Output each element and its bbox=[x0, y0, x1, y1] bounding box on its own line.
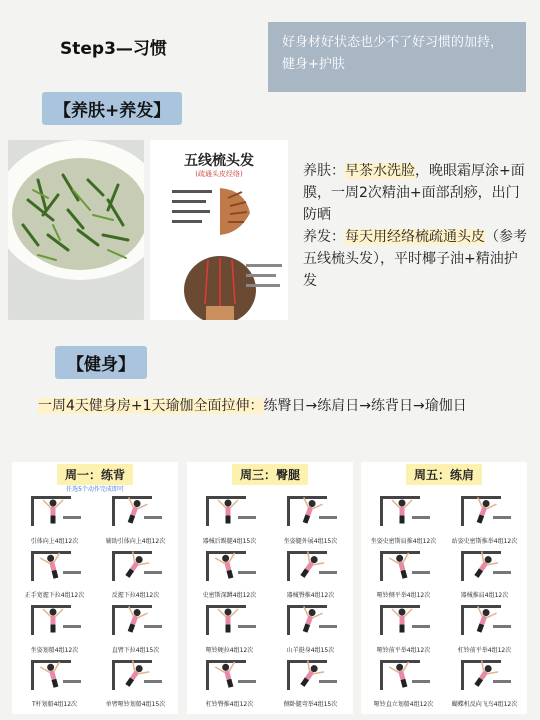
fitness-section-label: 【健身】 bbox=[55, 346, 147, 379]
exercise-illustration-icon bbox=[374, 549, 434, 583]
exercise-illustration-icon bbox=[106, 658, 166, 692]
exercise-item bbox=[97, 601, 174, 656]
exercise-item bbox=[16, 492, 93, 547]
exercise-item bbox=[365, 601, 442, 656]
exercise-illustration-icon bbox=[374, 658, 434, 692]
exercise-item bbox=[272, 601, 349, 656]
exercise-item bbox=[191, 492, 268, 547]
tea-leaves-photo bbox=[8, 140, 144, 320]
exercise-item bbox=[191, 547, 268, 602]
exercise-illustration-icon bbox=[25, 549, 85, 583]
exercise-caption: 侧卧腿弯举4组15次 bbox=[283, 701, 338, 708]
exercise-illustration-icon bbox=[455, 658, 515, 692]
exercise-item bbox=[365, 547, 442, 602]
exercise-caption: 器械臀推4组12次 bbox=[286, 592, 335, 599]
quote-box: 好身材好状态也少不了好习惯的加持，健身+护肤 bbox=[268, 22, 526, 92]
workout-card-subtitle: 任选5个动作完成即可 bbox=[66, 486, 124, 493]
exercise-grid bbox=[191, 492, 349, 710]
exercise-item bbox=[446, 656, 523, 711]
exercise-caption: 站姿史密斯推举4组12次 bbox=[451, 537, 518, 545]
exercise-caption: 辅助引体向上4组12次 bbox=[105, 537, 166, 545]
exercise-caption: 杠铃臀推4组12次 bbox=[205, 701, 254, 708]
exercise-caption: 器械推肩4组12次 bbox=[460, 592, 509, 599]
exercise-caption: 器械后踢腿4组15次 bbox=[202, 537, 257, 545]
exercise-caption: 直臂下拉4组15次 bbox=[111, 646, 160, 654]
hair-care-text: 养发：每天用经络梳疏通头皮（参考五线梳头发），平时椰子油+精油护发 bbox=[303, 229, 527, 289]
workout-card-title: 周五：练肩 bbox=[361, 464, 527, 485]
exercise-caption: 坐姿划船4组12次 bbox=[30, 646, 79, 654]
exercise-caption: 杠铃前平举4组12次 bbox=[457, 646, 512, 654]
exercise-caption: 史密斯深蹲4组12次 bbox=[202, 592, 257, 599]
step-title: Step3—习惯 bbox=[60, 39, 167, 59]
head-comb-illustration bbox=[150, 178, 288, 320]
exercise-item bbox=[272, 656, 349, 711]
workout-card-glutes-legs bbox=[187, 462, 353, 714]
exercise-caption: 哑铃侧平举4组12次 bbox=[376, 592, 431, 599]
exercise-illustration-icon bbox=[106, 549, 166, 583]
exercise-illustration-icon bbox=[281, 603, 341, 637]
workout-card-title: 周三：臀腿 bbox=[187, 464, 353, 485]
exercise-caption: 引体向上4组12次 bbox=[30, 537, 79, 545]
exercise-illustration-icon bbox=[25, 658, 85, 692]
exercise-caption: T杆划船4组12次 bbox=[31, 701, 78, 708]
exercise-item bbox=[16, 547, 93, 602]
exercise-illustration-icon bbox=[106, 603, 166, 637]
exercise-item bbox=[191, 601, 268, 656]
workout-card-shoulders bbox=[361, 462, 527, 714]
comb-card-subtitle: (疏通头皮经络) bbox=[195, 170, 243, 178]
comb-guide-card bbox=[150, 140, 288, 320]
exercise-item bbox=[97, 547, 174, 602]
exercise-caption: 哑铃硬拉4组12次 bbox=[205, 646, 254, 654]
exercise-caption: 坐姿腿外展4组15次 bbox=[283, 537, 338, 545]
exercise-illustration-icon bbox=[455, 603, 515, 637]
exercise-item bbox=[365, 492, 442, 547]
exercise-caption: 山羊挺身4组15次 bbox=[286, 646, 335, 654]
exercise-illustration-icon bbox=[281, 658, 341, 692]
fitness-plan-text: 一周4天健身房+1天瑜伽全面拉伸：练臀日→练肩日→练背日→瑜伽日 bbox=[38, 398, 467, 414]
exercise-illustration-icon bbox=[200, 603, 260, 637]
exercise-illustration-icon bbox=[25, 494, 85, 528]
exercise-item bbox=[446, 492, 523, 547]
exercise-grid bbox=[16, 492, 174, 710]
exercise-item bbox=[446, 601, 523, 656]
exercise-item bbox=[365, 656, 442, 711]
exercise-illustration-icon bbox=[200, 549, 260, 583]
exercise-grid bbox=[365, 492, 523, 710]
exercise-item bbox=[272, 492, 349, 547]
exercise-item bbox=[97, 656, 174, 711]
exercise-item bbox=[16, 601, 93, 656]
exercise-caption: 蝴蝶机反向飞鸟4组12次 bbox=[451, 701, 518, 708]
exercise-illustration-icon bbox=[281, 494, 341, 528]
exercise-caption: 哑铃前平举4组12次 bbox=[376, 646, 431, 654]
skin-hair-description bbox=[303, 160, 529, 292]
exercise-illustration-icon bbox=[374, 603, 434, 637]
exercise-item bbox=[191, 656, 268, 711]
exercise-illustration-icon bbox=[281, 549, 341, 583]
exercise-item bbox=[97, 492, 174, 547]
comb-card-title: 五线梳头发 bbox=[184, 153, 254, 169]
workout-card-back bbox=[12, 462, 178, 714]
exercise-illustration-icon bbox=[106, 494, 166, 528]
exercise-caption: 正手宽握下拉4组12次 bbox=[24, 592, 85, 599]
exercise-item bbox=[272, 547, 349, 602]
exercise-illustration-icon bbox=[374, 494, 434, 528]
exercise-illustration-icon bbox=[455, 494, 515, 528]
exercise-illustration-icon bbox=[200, 494, 260, 528]
exercise-item bbox=[446, 547, 523, 602]
exercise-caption: 反握下拉4组12次 bbox=[111, 592, 160, 599]
skin-care-text: 养肤：早茶水洗脸，晚眼霜厚涂+面膜，一周2次精油+面部刮痧，出门防晒 bbox=[303, 163, 525, 223]
exercise-illustration-icon bbox=[25, 603, 85, 637]
exercise-caption: 单臂哑铃划船4组15次 bbox=[105, 701, 166, 708]
workout-card-title: 周一：练背 bbox=[12, 464, 178, 485]
exercise-caption: 坐姿史密斯肩推4组12次 bbox=[370, 537, 437, 545]
skin-hair-section-label: 【养肤+养发】 bbox=[42, 92, 182, 125]
exercise-caption: 哑铃直立划船4组12次 bbox=[373, 701, 434, 708]
exercise-illustration-icon bbox=[200, 658, 260, 692]
exercise-item bbox=[16, 656, 93, 711]
exercise-illustration-icon bbox=[455, 549, 515, 583]
